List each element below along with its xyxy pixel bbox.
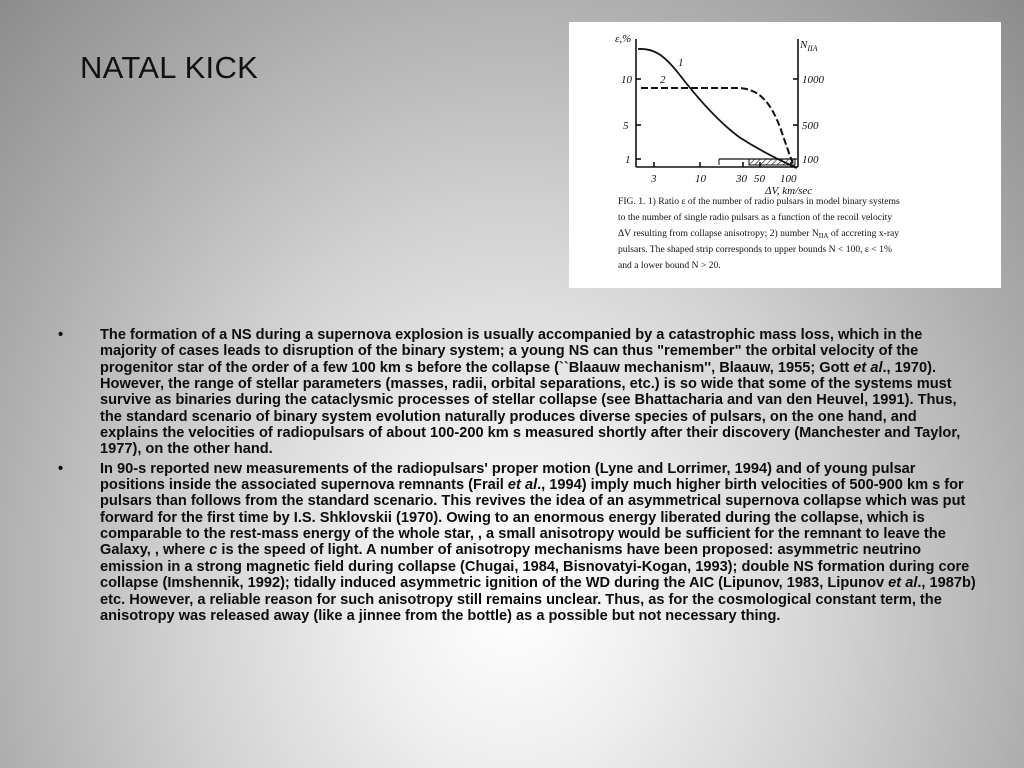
bullet-1-text-part-2: ., 1970). However, the range of stellar parameters (masses, radii, orbital separations, etc.) is so wide that some of the systems must survive as binaries during the cataclysmic processes of stellar collapse (see Bhattacharia and van den Heuvel, 1991). Thus, the standard scenario of binary system evolution naturally produces diverse species of pulsars, on the one hand, and explains the velocities of radiopulsars of about 100-200 km s measured shortly after their discovery (Manchester and Taylor, 1977), on the other hand. — [100, 359, 961, 458]
x-tick-100: 100 — [780, 173, 797, 185]
right-tick-1000: 1000 — [802, 74, 824, 86]
bullet-2-emphasis-3: et al — [888, 575, 918, 592]
right-tick-100: 100 — [802, 154, 819, 166]
bullet-2-emphasis-2: c — [209, 542, 218, 559]
bullet-1-text-part-1: The formation of a NS during a supernova explosion is usually accompanied by a catastrophic mass loss, which in the majority of cases leads to disruption of the binary system; a young NS can thus "remember" the orbital velocity of the progenitor star of the order of a few 100 km s before the collapse (``Blaauw mechanism'', Blaauw, 1955; Gott — [100, 327, 923, 376]
bullet-item-1 — [58, 327, 976, 458]
bullet-1-emphasis: et al — [853, 359, 883, 376]
slide-title: NATAL KICK — [80, 50, 259, 85]
curve-1-label: 1 — [678, 57, 684, 69]
bullet-2-text-part-4: ., 1987b) etc. However, a reliable reason for such anisotropy still remains unclear. Thus, as for the cosmological constant term, the anisotropy was released away (like a jinnee from the bottle) as a possible but not necessary thing. — [100, 575, 976, 624]
bullet-2-text-part-2: ., 1994) imply much higher birth velocities of 500-900 km s for pulsars than follows from the standard scenario. This revives the idea of an asymmetrical supernova collapse which was put forward for the first time by I.S. Shklovskii (1970). Owing to an enormous energy liberated during the collapse, which is comparable to the rest-mass energy of the whole star, , a small anisotropy would be sufficient for the remnant to leave the Galaxy, , where — [100, 477, 966, 559]
curve-2-label: 2 — [660, 74, 666, 86]
x-tick-10: 10 — [695, 173, 706, 185]
caption-line-2: to the number of single radio pulsars as a function of the recoil velocity — [618, 212, 893, 223]
bullet-symbol: • — [58, 460, 64, 477]
right-tick-500: 500 — [802, 120, 819, 132]
x-tick-30: 30 — [736, 173, 747, 185]
bullet-symbol: • — [58, 327, 64, 343]
bullet-2-emphasis-1: et al — [507, 477, 538, 494]
caption-line-3: ΔV resulting from collapse anisotropy; 2) number $N_{IIA}$ of accreting x-ray — [618, 228, 900, 240]
x-tick-3: 3 — [651, 173, 657, 185]
plot-axes — [636, 39, 798, 167]
left-axis-label: ε,% — [615, 33, 632, 45]
body-text — [58, 327, 976, 627]
bullet-2-text-part-3: is the speed of light. A number of anisotropy mechanisms have been proposed: asymmetric neutrino emission in a strong magnetic field during collapse (Chugai, 1984, Bisnovatyi-Kogan, 1993); double NS formation during core collapse (Imshennik, 1992); tidally induced asymmetric ignition of the WD during the AIC (Lipunov, 1983, Lipunov — [100, 542, 970, 592]
right-axis-label: $N_{IIA}$ — [800, 39, 818, 53]
left-tick-10: 10 — [621, 74, 632, 86]
figure-image — [569, 22, 1001, 288]
figure-caption — [618, 196, 900, 271]
shaded-strip — [749, 159, 795, 165]
x-axis-label: ΔV, km/sec — [765, 185, 813, 197]
caption-line-4: pulsars. The shaped strip corresponds to upper bounds N < 100, ε < 1% — [618, 244, 892, 255]
left-tick-1: 1 — [625, 154, 631, 166]
curve-1 — [638, 49, 797, 168]
left-tick-5: 5 — [623, 120, 629, 132]
x-tick-50: 50 — [754, 173, 765, 185]
caption-line-1: FIG. 1. 1) Ratio ε of the number of radio pulsars in model binary systems — [618, 196, 900, 207]
caption-line-5: and a lower bound N > 20. — [618, 260, 721, 271]
bullet-2-text-part-1: In 90-s reported new measurements of the radiopulsars' proper motion (Lyne and Lorrimer, 1994) and of young pulsar positions inside the associated supernova remnants (Frail — [100, 460, 916, 494]
bullet-item-2 — [58, 461, 976, 624]
